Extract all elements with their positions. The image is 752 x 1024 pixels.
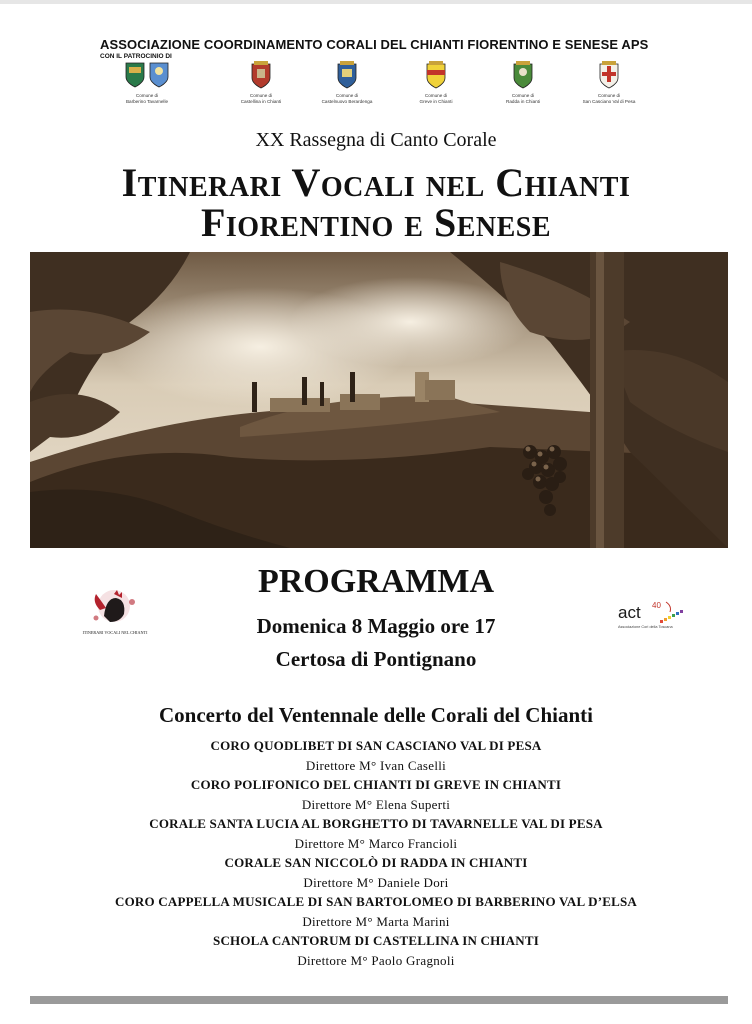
concert-title: Concerto del Ventennale delle Corali del Chianti [159, 703, 593, 727]
crest-castelnuovo: Comune di Castelnuovo Berardenga [312, 60, 382, 104]
event-date: Domenica 8 Maggio ore 17 [256, 614, 496, 638]
coat-of-arms-icon [596, 60, 622, 90]
crest-san-casciano: Comune di San Casciano Val di Pesa [574, 60, 644, 104]
event-title-line2: Fiorentino e Senese [200, 200, 552, 245]
association-name: ASSOCIAZIONE COORDINAMENTO CORALI DEL CHIANTI FIORENTINO E SENESE APS [100, 37, 649, 52]
coat-of-arms-icon [334, 60, 360, 90]
coat-of-arms-icon [248, 60, 274, 90]
coat-of-arms-icon [510, 60, 536, 90]
top-divider [0, 0, 752, 4]
municipality-crests [112, 60, 652, 115]
event-subtitle: XX Rassegna di Canto Corale [255, 129, 497, 151]
crest-radda: Comune di Radda in Chianti [488, 60, 558, 104]
crest-greve: Comune di Greve in Chianti [401, 60, 471, 104]
programma-heading: PROGRAMMA [257, 563, 495, 600]
choir-list [0, 736, 752, 970]
coat-of-arms-icon [423, 60, 449, 90]
act-logo-text: act [618, 603, 641, 622]
choir-name: SCHOLA CANTORUM DI CASTELLINA IN CHIANTI [213, 933, 539, 948]
choir-name: CORALE SANTA LUCIA AL BORGHETTO DI TAVARNELLE VAL DI PESA [149, 816, 603, 831]
logo-left-text: ITINERARI VOCALI NEL CHIANTI [82, 630, 148, 635]
act-badge: 40 [652, 601, 661, 610]
crest-barberino: Comune di Barberino Tavarnelle [112, 60, 182, 104]
choir-name: CORO CAPPELLA MUSICALE DI SAN BARTOLOMEO DI BARBERINO VAL D’ELSA [115, 894, 637, 909]
vineyard-photo [30, 252, 728, 548]
choir-name: CORALE SAN NICCOLÒ DI RADDA IN CHIANTI [224, 855, 528, 870]
choir-name: CORO QUODLIBET DI SAN CASCIANO VAL DI PESA [210, 738, 542, 753]
choir-director: Direttore M° Paolo Gragnoli [297, 952, 455, 968]
choir-director: Direttore M° Elena Superti [301, 796, 451, 812]
choir-director: Direttore M° Marco Francioli [294, 835, 458, 851]
choir-director: Direttore M° Marta Marini [302, 913, 450, 929]
choir-director: Direttore M° Daniele Dori [303, 874, 449, 890]
coat-of-arms-icon [123, 60, 171, 90]
patronage-label: CON IL PATROCINIO DI [100, 53, 172, 60]
act-logo-subtext: Associazione Cori della Toscana [618, 625, 673, 629]
choir-name: CORO POLIFONICO DEL CHIANTI DI GREVE IN CHIANTI [190, 777, 562, 792]
bottom-divider [30, 996, 728, 1004]
event-place: Certosa di Pontignano [275, 647, 477, 671]
crest-castellina: Comune di Castellina in Chianti [226, 60, 296, 104]
event-title-line1: Itinerari Vocali nel Chianti [121, 160, 631, 205]
choir-director: Direttore M° Ivan Caselli [305, 757, 447, 773]
vineyard-landscape-illustration [30, 252, 728, 548]
